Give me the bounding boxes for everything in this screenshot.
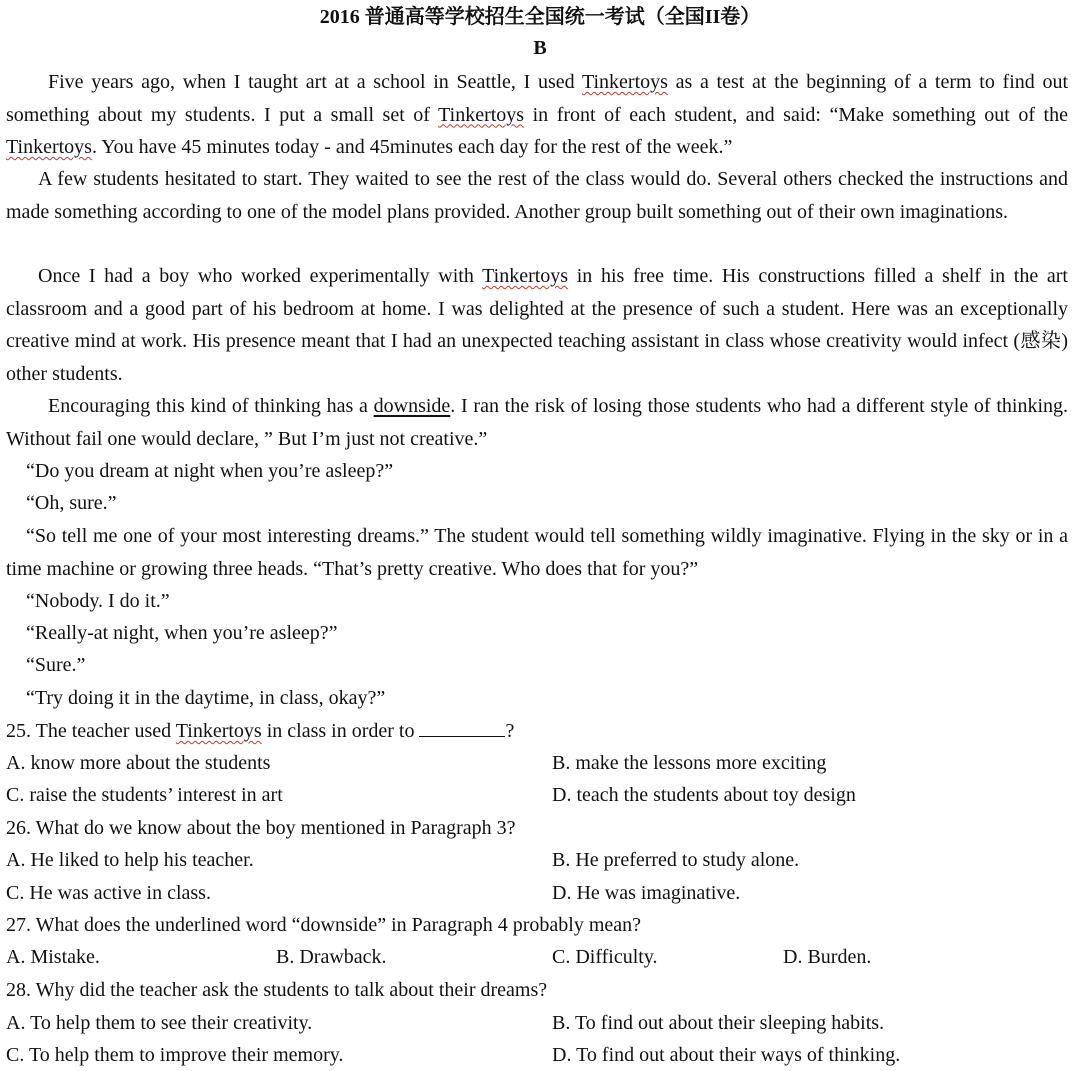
q28-option-a: A. To help them to see their creativity. xyxy=(6,1012,313,1034)
spellcheck-word: Tinkertoys xyxy=(6,136,92,158)
dialogue-line-3: “So tell me one of your most interesting dreams.” The student would tell something wildly imaginative. Flying in the sky or in a time machine or growing three heads. “That’s pretty creative. Who does that for you?” xyxy=(6,525,1068,580)
q26-option-b: B. He preferred to study alone. xyxy=(552,849,800,871)
q25-option-a: A. know more about the students xyxy=(6,752,271,774)
q25-text-a: 25. The teacher used xyxy=(6,720,176,742)
p4-text-b: . I ran the risk of losing those students who had a different style of thinking. Without fail one would declare, ” But I’m just not creative.” xyxy=(6,395,1068,450)
paragraph-4 xyxy=(6,390,1068,455)
question-28: 28. Why did the teacher ask the students to talk about their dreams? xyxy=(6,979,548,1001)
dialogue-line-6: “Sure.” xyxy=(26,654,86,676)
q27-option-d: D. Burden. xyxy=(783,946,872,968)
spellcheck-word: Tinkertoys xyxy=(581,71,668,93)
q26-option-a: A. He liked to help his teacher. xyxy=(6,849,254,871)
p3-text-b: in his free time. His constructions filled a shelf in the art classroom and a good part of his bedroom at home. I was delighted at the presence of such a student. Here was an exceptionally creative mind at work. His presence meant that I had an unexpected teaching assistant in class whose creativity would infect (感染) other students. xyxy=(6,265,1068,385)
q26-option-c: C. He was active in class. xyxy=(6,882,211,904)
q25-option-d: D. teach the students about toy design xyxy=(552,784,856,806)
q28-option-c: C. To help them to improve their memory. xyxy=(6,1044,344,1066)
section-label: B xyxy=(533,37,547,59)
paragraph-1 xyxy=(6,66,1068,164)
question-26: 26. What do we know about the boy mentioned in Paragraph 3? xyxy=(6,817,516,839)
p1-text-b: as a test at the beginning of a term to find out something about my students. I put a small set of xyxy=(6,71,1069,126)
q25-text-b: in class in order to xyxy=(261,720,420,742)
q25-option-b: B. make the lessons more exciting xyxy=(552,752,827,774)
p4-text-a: Encouraging this kind of thinking has a xyxy=(48,395,374,417)
paragraph-2: A few students hesitated to start. They waited to see the rest of the class would do. Several others checked the instructions and made something according to one of the model plans provided. Another group built something out of their own imaginations. xyxy=(6,168,1068,223)
q28-option-b: B. To find out about their sleeping habits. xyxy=(552,1012,885,1034)
exam-title: 2016 普通高等学校招生全国统一考试（全国II卷） xyxy=(319,6,761,28)
p3-text-a: Once I had a boy who worked experimentally with xyxy=(38,265,483,287)
q26-option-d: D. He was imaginative. xyxy=(552,882,741,904)
p1-text-a: Five years ago, when I taught art at a school in Seattle, I used xyxy=(48,71,582,93)
q27-option-c: C. Difficulty. xyxy=(552,946,658,968)
dialogue-line-7: “Try doing it in the daytime, in class, okay?” xyxy=(26,687,386,709)
paragraph-3 xyxy=(6,260,1068,390)
q28-option-d: D. To find out about their ways of thinking. xyxy=(552,1044,901,1066)
q27-option-a: A. Mistake. xyxy=(6,946,100,968)
underlined-word: downside xyxy=(373,395,451,417)
spellcheck-word: Tinkertoys xyxy=(175,720,262,742)
dialogue-line-1: “Do you dream at night when you’re asleep?” xyxy=(26,460,394,482)
dialogue-line-2: “Oh, sure.” xyxy=(26,492,117,514)
question-27: 27. What does the underlined word “downside” in Paragraph 4 probably mean? xyxy=(6,914,641,936)
q25-text-c: ? xyxy=(505,720,515,742)
question-25 xyxy=(6,715,514,747)
p1-text-d: . You have 45 minutes today - and 45minutes each day for the rest of the week.” xyxy=(91,136,733,158)
q25-option-c: C. raise the students’ interest in art xyxy=(6,784,283,806)
p1-text-c: in front of each student, and said: “Make something out of the xyxy=(524,103,1068,126)
answer-blank xyxy=(419,716,505,737)
spellcheck-word: Tinkertoys xyxy=(482,265,569,287)
spellcheck-word: Tinkertoys xyxy=(438,103,525,126)
dialogue-line-4: “Nobody. I do it.” xyxy=(26,590,170,612)
q27-option-b: B. Drawback. xyxy=(276,946,387,968)
dialogue-line-5: “Really-at night, when you’re asleep?” xyxy=(26,622,338,644)
